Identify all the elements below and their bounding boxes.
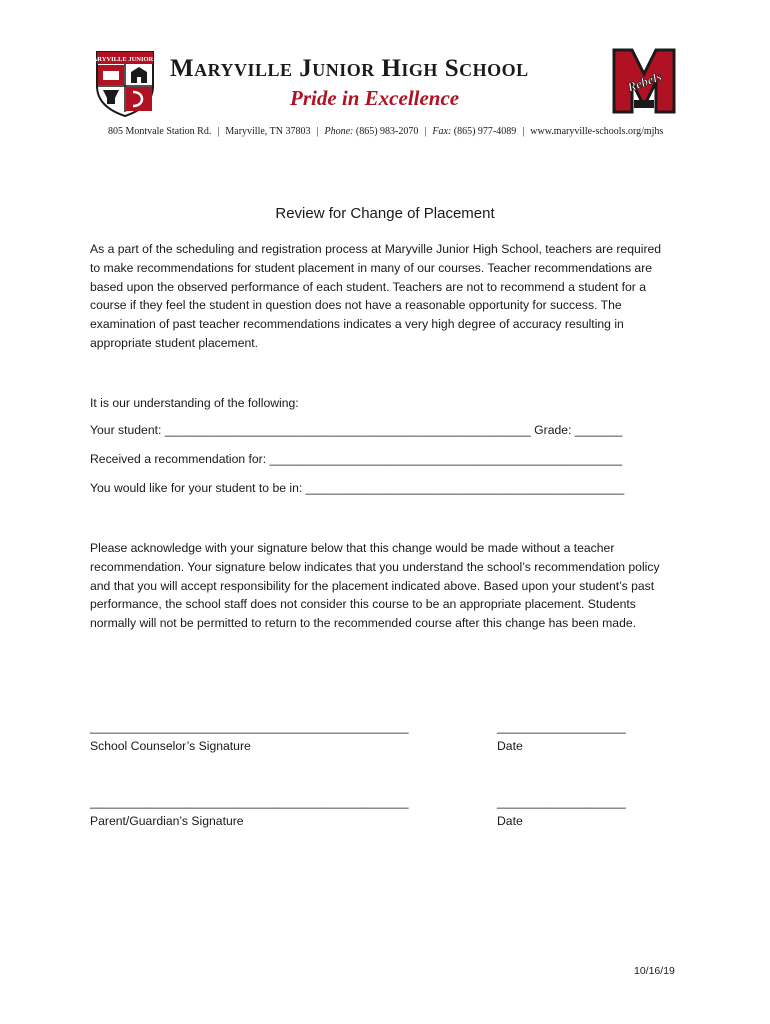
rebels-logo-icon [612, 46, 676, 116]
contact-info: 805 Montvale Station Rd. | Maryville, TN 37803 | Phone: (865) 983-2070 | Fax: (865) 977-4089 | www.maryville-schools.org/mjhs [108, 126, 664, 137]
city-state-zip: Maryville, TN 37803 [225, 126, 311, 137]
school-name: Maryville Junior High School [170, 55, 529, 82]
desired-course-field[interactable]: You would like for your student to be in: _______________________________________________ [90, 481, 625, 495]
school-motto: Pride in Excellence [290, 86, 460, 110]
crest-icon [86, 50, 164, 118]
parent-date-line[interactable]: ___________________ [497, 795, 626, 809]
acknowledgement-paragraph: Please acknowledge with your signature below that this change would be made without a teacher recommendation. Your signature below indicates that you understand the school’s recommendation policy and that you will accept responsibility for the placement indicated above. Based upon your student’s past performance, the school staff does not consider this course to be an appropriate placement. Students normally will not be permitted to return to the recommended course after this change has been made. [90, 541, 660, 631]
rebels-m-logo [612, 46, 676, 116]
parent-signature-label: Parent/Guardian’s Signature [90, 814, 244, 828]
intro-paragraph: As a part of the scheduling and registration process at Maryville Junior High School, teachers are required to make recommendations for student placement in many of our courses. Teacher recommendations are based upon the observed performance of each student. Teachers are not to recommend a student for a course if they feel the student in question does not have a reasonable opportunity for success. The examination of past teacher recommendations indicates a very high degree of accuracy resulting in appropriate student placement. [90, 242, 662, 350]
phone-label: Phone: [324, 126, 354, 137]
address: 805 Montvale Station Rd. [108, 126, 212, 137]
parent-date-label: Date [497, 814, 523, 828]
fax-number: (865) 977-4089 [453, 126, 517, 137]
phone-number: (865) 983-2070 [355, 126, 419, 137]
fax-label: Fax: [432, 126, 452, 137]
revision-date: 10/16/19 [634, 965, 675, 977]
recommendation-field[interactable]: Received a recommendation for: ____________________________________________________ [90, 452, 622, 466]
counselor-signature-label: School Counselor’s Signature [90, 739, 251, 753]
counselor-date-label: Date [497, 739, 523, 753]
understanding-statement: It is our understanding of the following: [90, 396, 299, 410]
parent-signature-line[interactable]: _______________________________________________ [90, 795, 409, 809]
counselor-signature-line[interactable]: _______________________________________________ [90, 720, 409, 734]
school-crest-logo [86, 50, 164, 118]
website-link[interactable]: www.maryville-schools.org/mjhs [530, 126, 664, 137]
document-title: Review for Change of Placement [275, 205, 495, 222]
svg-text:MARYVILLE JUNIOR HS: MARYVILLE JUNIOR HS [86, 56, 164, 63]
student-grade-field[interactable]: Your student: ______________________________________________________ Grade: _______ [90, 423, 623, 437]
svg-text:Rebels: Rebels [625, 68, 664, 95]
counselor-date-line[interactable]: ___________________ [497, 720, 626, 734]
